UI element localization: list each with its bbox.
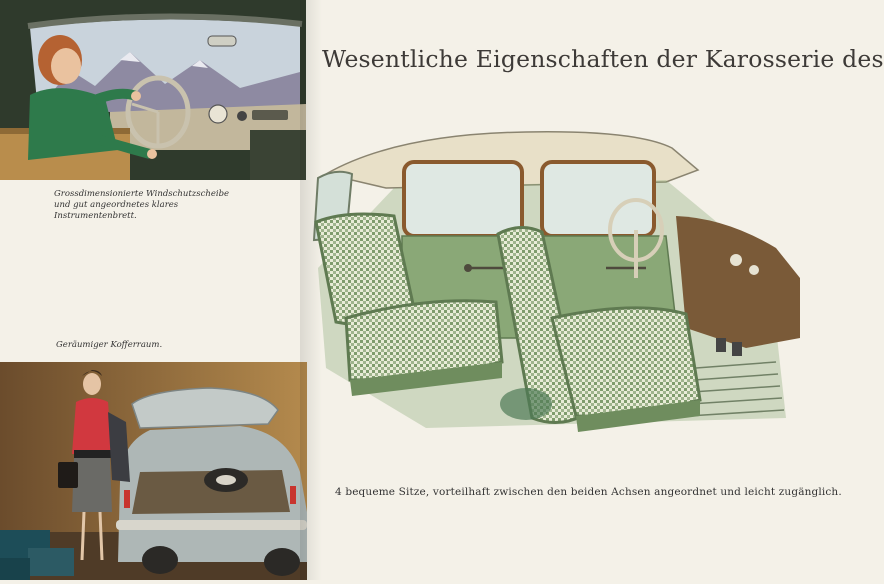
trunk-scene-illustration xyxy=(0,362,307,580)
driving-scene-illustration xyxy=(0,0,306,180)
caption-windshield: Grossdimensionierte Windschutzscheibe und gut angeordnetes klares Instrumentenbrett. xyxy=(54,189,230,221)
photo-woman-driving xyxy=(0,0,306,180)
car-interior-cutaway-illustration xyxy=(306,118,800,448)
interior-cutaway-svg xyxy=(306,118,800,448)
photo-trunk-woman xyxy=(0,362,307,580)
caption-seats: 4 bequeme Sitze, vorteilhaft zwischen den beiden Achsen angeordnet und leicht zugänglich. xyxy=(335,486,842,498)
caption-trunk: Geräumiger Kofferraum. xyxy=(56,340,163,350)
page-heading: Wesentliche Eigenschaften der Karosserie des xyxy=(322,45,884,73)
